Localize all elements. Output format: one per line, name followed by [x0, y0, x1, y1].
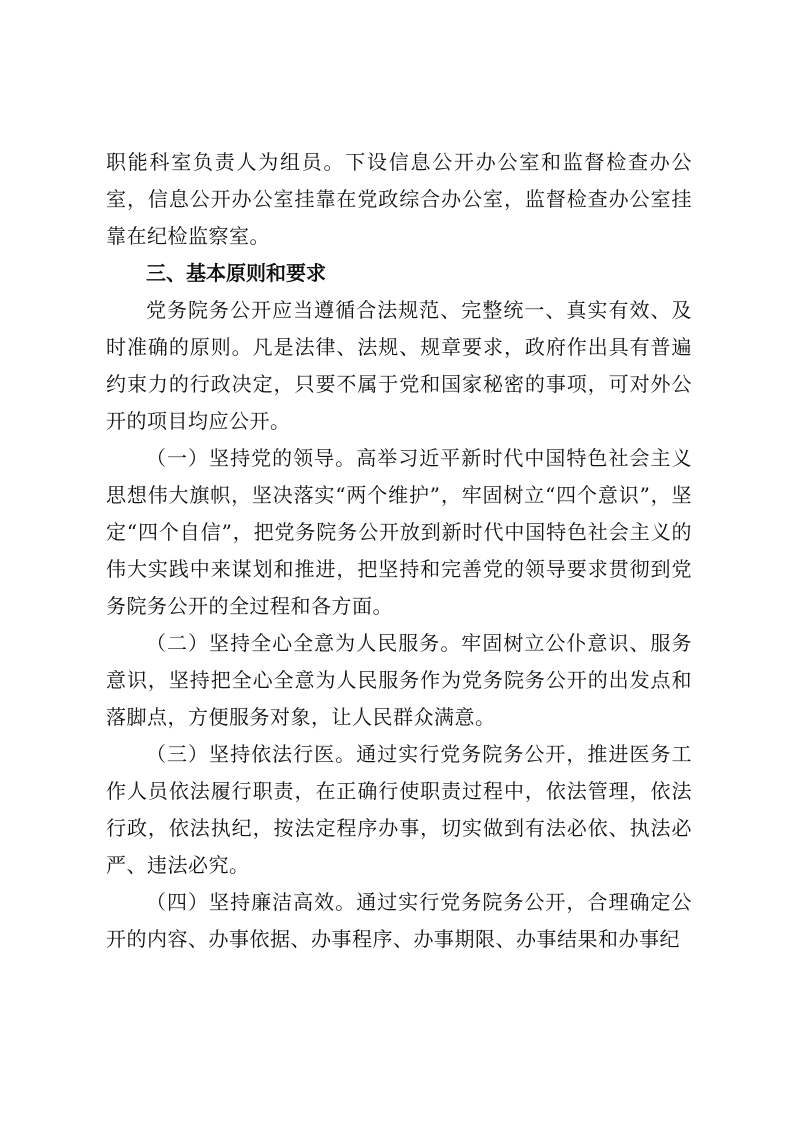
paragraph-principle-1: （一）坚持党的领导。高举习近平新时代中国特色社会主义思想伟大旗帜，坚决落实“两个维护”，牢固树立“四个意识”，坚定“四个自信”，把党务院务公开放到新时代中国特色社会主义的伟大实践中来谋划和推进，把坚持和完善党的领导要求贯彻到党务院务公开的全过程和各方面。	[106, 446, 692, 618]
paragraph-principle-2: （二）坚持全心全意为人民服务。牢固树立公仆意识、服务意识，坚持把全心全意为人民服务作为党务院务公开的出发点和落脚点，方便服务对象，让人民群众满意。	[106, 631, 692, 729]
paragraph-continuation: 职能科室负责人为组员。下设信息公开办公室和监督检查办公室，信息公开办公室挂靠在党政综合办公室，监督检查办公室挂靠在纪检监察室。	[106, 150, 692, 248]
document-body	[106, 144, 692, 958]
paragraph-principle-3: （三）坚持依法行医。通过实行党务院务公开，推进医务工作人员依法履行职责，在正确行使职责过程中，依法管理，依法行政，依法执纪，按法定程序办事，切实做到有法必依、执法必严、违法必究。	[106, 742, 692, 877]
paragraph-principles-intro: 党务院务公开应当遵循合法规范、完整统一、真实有效、及时准确的原则。凡是法律、法规、规章要求，政府作出具有普遍约束力的行政决定，只要不属于党和国家秘密的事项，可对外公开的项目均应公开。	[106, 298, 692, 433]
paragraph-principle-4: （四）坚持廉洁高效。通过实行党务院务公开，合理确定公开的内容、办事依据、办事程序、办事期限、办事结果和办事纪	[106, 890, 692, 951]
section-heading: 三、基本原则和要求	[146, 261, 326, 285]
